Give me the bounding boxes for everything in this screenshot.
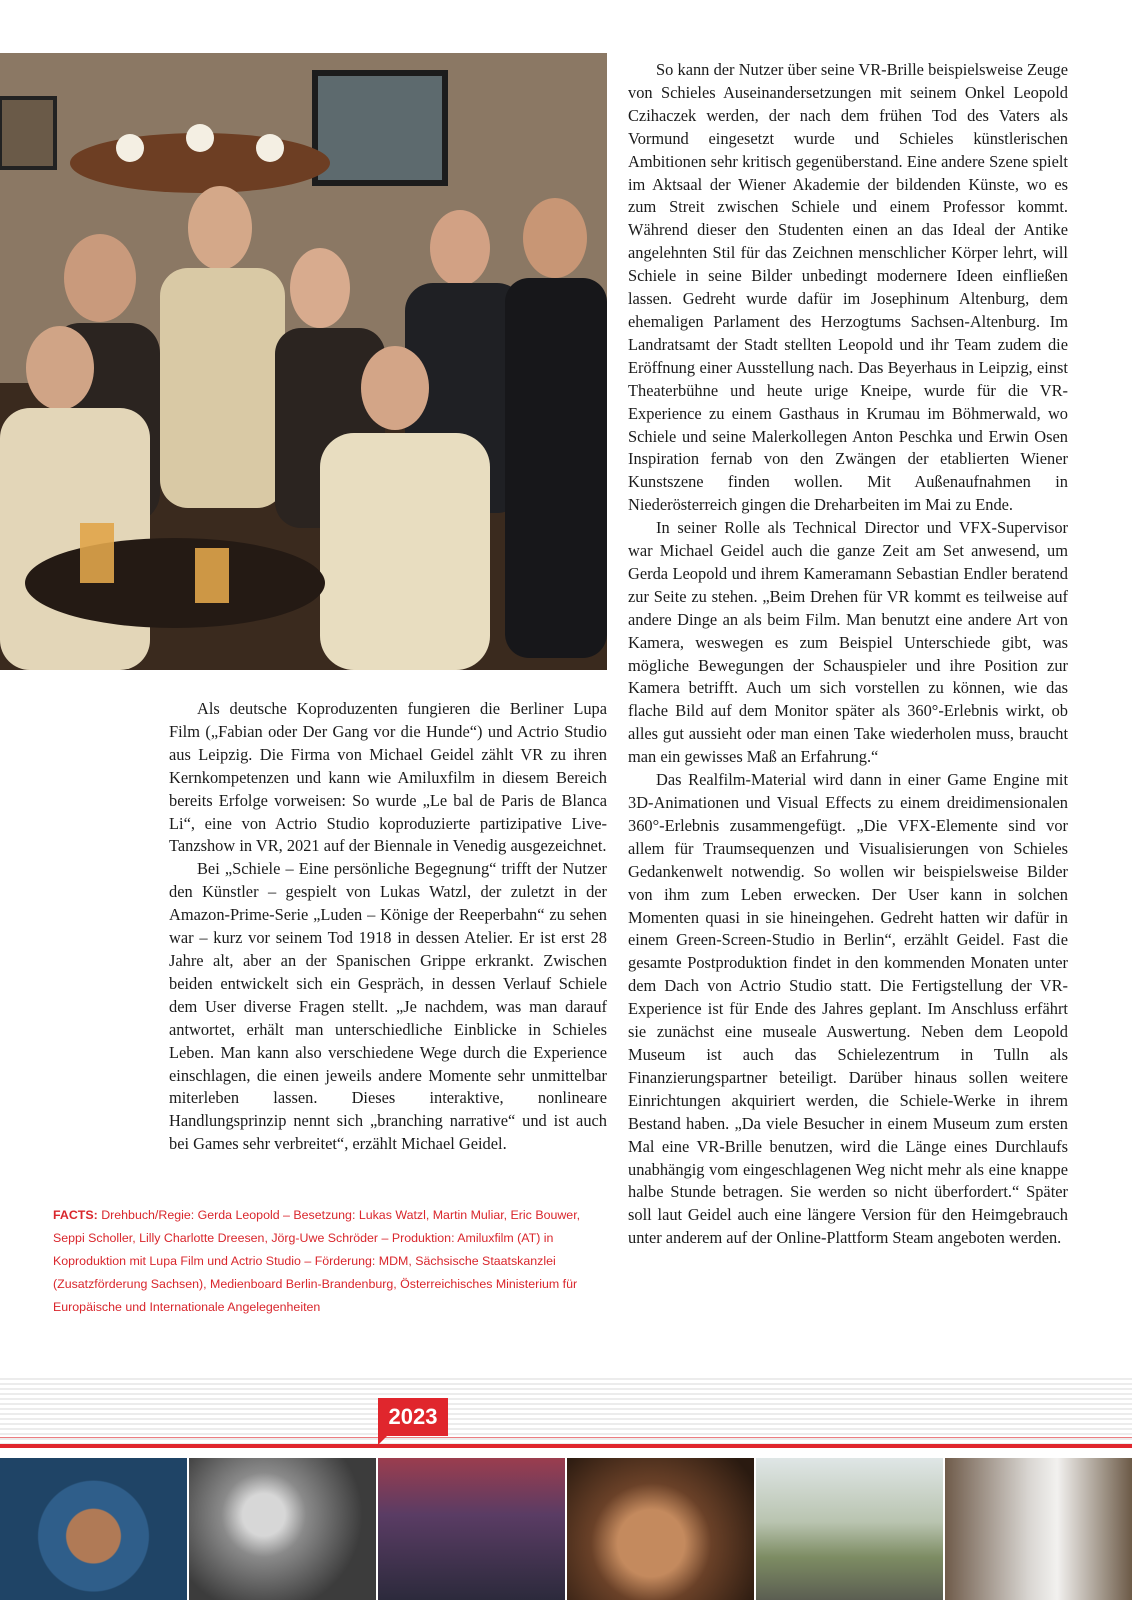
article-paragraph: In seiner Rolle als Technical Director und VFX-Supervisor war Michael Geidel auch die ganze Zeit am Set anwesend, um Gerda Leopold und ihrem Kameramann Sebastian Endler beratend zur Seite zu stehen. „Beim Drehen für VR kommt es teilweise auf andere Dinge an als beim Film. Man benutzt eine andere Art von Kamera, weswegen es zum Beispiel Unterschiede gibt, was mögliche Bewegungen der Schauspieler und ihre Position zur Kamera betrifft. Auch um sich vorstellen zu können, wie das flache Bild auf dem Monitor später als 360°-Erlebnis wirkt, ob alles gut aussieht oder man einen Take wiederholen muss, braucht man ein gewisses Maß an Erfahrung.“ — [628, 518, 1068, 767]
footer-divider — [0, 1437, 1132, 1438]
cast-and-crew-photo — [0, 53, 607, 670]
footer-red-line — [0, 1444, 1132, 1448]
article-paragraph: Bei „Schiele – Eine persönliche Begegnung“ trifft der Nutzer den Künstler – gespielt von Lukas Watzl, der zuletzt in der Amazon-Prime-Serie „Luden – Könige der Reeperbahn“ zu sehen war – kurz vor seinem Tod 1918 in dessen Atelier. Er ist erst 28 Jahre alt, aber an der Spanischen Grippe erkrankt. Zwischen beiden entwickelt sich ein Gespräch, in dessen Verlauf Schiele dem User diverse Fragen stellt. „Je nachdem, was man darauf antwortet, erhält man unterschiedliche Einblicke in Schieles Leben. Man kann also verschiedene Wege durch die Experience einschlagen, die einen jeweils andere Momente sehr unmittelbar miterleben lassen. Dieses interaktive, nonlineare Handlungsprinzip nennt sich „branching narrative“ und ist auch bei Games sehr verbreitet“, erzählt Michael Geidel. — [169, 859, 607, 1154]
film-thumbnail — [567, 1458, 754, 1600]
article-paragraph: Als deutsche Koproduzenten fungieren die Berliner Lupa Film („Fabian oder Der Gang vor die Hunde“) und Actrio Studio aus Leipzig. Die Firma von Michael Geidel zählt VR zu ihren Kernkompetenzen und kann wie Amiluxfilm in diesem Bereich bereits Erfolge vorweisen: So wurde „Le bal de Paris de Blanca Li“, eine von Actrio Studio koproduzierte partizipative Live-Tanzshow in VR, 2021 auf der Biennale in Venedig ausgezeichnet. — [169, 699, 607, 856]
year-tab: 2023 — [378, 1398, 448, 1436]
facts-text: Drehbuch/Regie: Gerda Leopold – Besetzung: Lukas Watzl, Martin Muliar, Eric Bouwer, Seppi Scholler, Lilly Charlotte Dreesen, Jörg-Uwe Schröder – Produktion: Amiluxfilm (AT) in Koproduktion mit Lupa Film und Actrio Studio – Förderung: MDM, Sächsische Staatskanzlei (Zusatzförderung Sachsen), Medienboard Berlin-Brandenburg, Österreichisches Ministerium für Europäische und Internationale Angelegenheiten — [53, 1208, 581, 1314]
facts-box — [53, 1204, 593, 1319]
article-paragraph: So kann der Nutzer über seine VR-Brille beispielsweise Zeuge von Schieles Auseinandersetzungen mit seinem Onkel Leopold Czihaczek werden, der nach dem frühen Tod des Vaters als Vormund eingesetzt wurde und Schieles künstlerischen Ambitionen sehr kritisch gegenüberstand. Eine andere Szene spielt im Aktsaal der Wiener Akademie der bildenden Künste, wo es zum Streit zwischen Schiele und einem Professor kommt. Während dieser den Studenten einen an das Ideal der Antike angelehnten Stil für das Zeichnen menschlicher Körper lehrt, will Schiele in seine Bilder unbedingt modernere Ideen einfließen lassen. Gedreht wurde dafür im Josephinum Altenburg, dem ehemaligen Parlament des Herzogtums Sachsen-Altenburg. Im Landratsamt der Stadt stellten Leopold und ihr Team zudem die Eröffnung einer Ausstellung nach. Das Beyerhaus in Leipzig, einst Theaterbühne und heute urige Kneipe, wurde für die VR-Experience zu einem Gasthaus in Krumau im Böhmerwald, wo Schiele und seine Malerkollegen Anton Peschka und Erwin Osen Inspiration fernab von den Zwängen der etablierten Wiener Kunstszene finden wollen. Mit Außenaufnahmen in Niederösterreich gingen die Dreharbeiten im Mai zu Ende. — [628, 60, 1068, 515]
footer-band — [0, 1375, 1132, 1445]
film-thumbnail — [0, 1458, 187, 1600]
film-thumbnail-strip — [0, 1458, 1132, 1600]
facts-label: FACTS: — [53, 1208, 98, 1222]
film-thumbnail — [189, 1458, 376, 1600]
photo-illustration — [0, 53, 607, 670]
film-thumbnail — [378, 1458, 565, 1600]
article-paragraph: Das Realfilm-Material wird dann in einer Game Engine mit 3D-Animationen und Visual Effects zu einem dreidimensionalen 360°-Erlebnis zusammengefügt. „Die VFX-Elemente sind vor allem für Traumsequenzen und Visualisierungen von Schieles Gedankenwelt notwendig. So wollen wir beispielsweise Bilder von ihm zum Leben erwecken. Der User kann in solchen Momenten quasi in sie hineingehen. Gedreht hatten wir dafür in einem Green-Screen-Studio in Berlin“, erzählt Geidel. Fast die gesamte Postproduktion findet in den kommenden Monaten unter dem Dach von Actrio Studio statt. Die Fertigstellung der VR-Experience ist für Ende des Jahres geplant. Im Anschluss erfährt sie zunächst eine museale Auswertung. Neben dem Leopold Museum ist auch das Schielezentrum in Tulln als Finanzierungspartner beteiligt. Darüber hinaus sollen weitere Einrichtungen akquiriert werden, die Schiele-Werke in ihrem Bestand haben. „Da viele Besucher in einem Museum zum ersten Mal eine VR-Brille benutzen, wird die Länge eines Durchlaufs unabhängig vom eingeschlagenen Weg nicht mehr als eine knappe halbe Stunde betragen. Sie werden so nicht überfordert.“ Später soll laut Geidel auch eine längere Version für den Heimgebrauch unter anderem auf der Online-Plattform Steam angeboten werden. — [628, 770, 1068, 1248]
film-thumbnail — [945, 1458, 1132, 1600]
article-column-right — [628, 59, 1068, 1250]
film-thumbnail — [756, 1458, 943, 1600]
article-column-left — [169, 698, 607, 1156]
year-tab-tail — [378, 1436, 387, 1445]
